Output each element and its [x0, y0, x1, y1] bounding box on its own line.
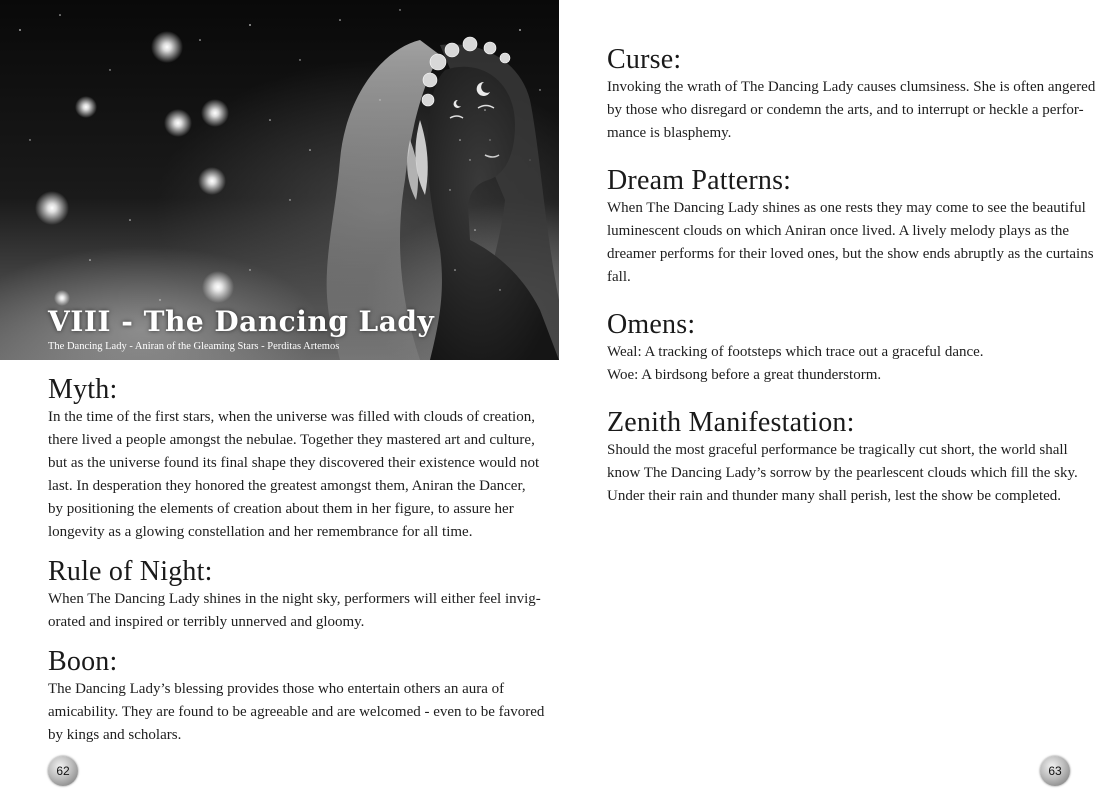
text-line: know The Dancing Lady’s sorrow by the pearlescent clouds which fill the sky. — [607, 465, 1078, 481]
section-heading: Boon: — [48, 646, 118, 677]
omens-section — [607, 309, 1073, 387]
boon-section — [48, 646, 545, 747]
left-page-body — [48, 374, 545, 747]
section-heading: Dream Patterns: — [607, 165, 792, 196]
section-heading: Zenith Manifestation: — [607, 407, 855, 438]
section-heading: Omens: — [607, 309, 696, 340]
text-line: mance is blasphemy. — [607, 125, 732, 141]
text-line: dreamer performs for their loved ones, but the show ends abruptly as the curtains — [607, 246, 1094, 262]
section-body — [48, 678, 545, 747]
text-line: by kings and scholars. — [48, 727, 182, 743]
section-heading: Rule of Night: — [48, 556, 213, 587]
text-line: When The Dancing Lady shines in the night sky, performers will either feel invig- — [48, 591, 541, 607]
text-line: fall. — [607, 269, 631, 285]
curse-section — [607, 44, 1096, 145]
myth-section — [48, 374, 540, 544]
dream-patterns-section — [607, 165, 1094, 289]
text-line: The Dancing Lady’s blessing provides those who entertain others an aura of — [48, 681, 505, 697]
text-line: orated and inspired or terribly unnerved and gloomy. — [48, 614, 365, 630]
section-body — [607, 439, 1078, 508]
constellation-illustration — [0, 0, 559, 360]
page-number-left: 62 — [48, 756, 78, 786]
text-line: by those who disregard or condemn the arts, and to interrupt or heckle a perfor- — [607, 102, 1084, 118]
section-body — [48, 406, 540, 544]
text-line: by positioning the elements of creation about them in her figure, to assure her — [48, 501, 514, 517]
page-number-right: 63 — [1040, 756, 1070, 786]
zenith-manifestation-section — [607, 407, 1078, 508]
text-line: Should the most graceful performance be tragically cut short, the world shall — [607, 442, 1068, 458]
text-line: Weal: A tracking of footsteps which trace out a graceful dance. — [607, 344, 984, 360]
chapter-subtitle: The Dancing Lady - Aniran of the Gleaming Stars - Perditas Artemos — [48, 341, 340, 352]
text-line: luminescent clouds on which Aniran once lived. A lively melody plays as the — [607, 223, 1069, 239]
text-line: amicability. They are found to be agreeable and are welcomed - even to be favored — [48, 704, 545, 720]
chapter-title: VIII - The Dancing Lady — [48, 305, 435, 338]
text-line: In the time of the first stars, when the universe was filled with clouds of creation, — [48, 409, 535, 425]
right-page-body — [607, 44, 1096, 508]
constellation-stars — [35, 31, 234, 306]
section-heading: Myth: — [48, 374, 118, 405]
section-body — [607, 197, 1094, 289]
text-line: there lived a people amongst the nebulae. Together they mastered art and culture, — [48, 432, 535, 448]
text-line: When The Dancing Lady shines as one rests they may come to see the beautiful — [607, 200, 1086, 216]
text-line: last. In desperation they honored the greatest amongst them, Aniran the Dancer, — [48, 478, 526, 494]
text-line: but as the universe found its final shape they discovered their existence would not — [48, 455, 540, 471]
text-line: Woe: A birdsong before a great thunderstorm. — [607, 367, 882, 383]
section-heading: Curse: — [607, 44, 682, 75]
section-body — [607, 76, 1096, 145]
text-line: longevity as a glowing constellation and her remembrance for all time. — [48, 524, 473, 540]
text-line: Invoking the wrath of The Dancing Lady causes clumsiness. She is often angered — [607, 79, 1096, 95]
section-body — [607, 341, 1073, 387]
section-body — [48, 588, 541, 634]
text-line: Under their rain and thunder many shall perish, lest the show be completed. — [607, 488, 1062, 504]
rule-of-night-section — [48, 556, 541, 634]
